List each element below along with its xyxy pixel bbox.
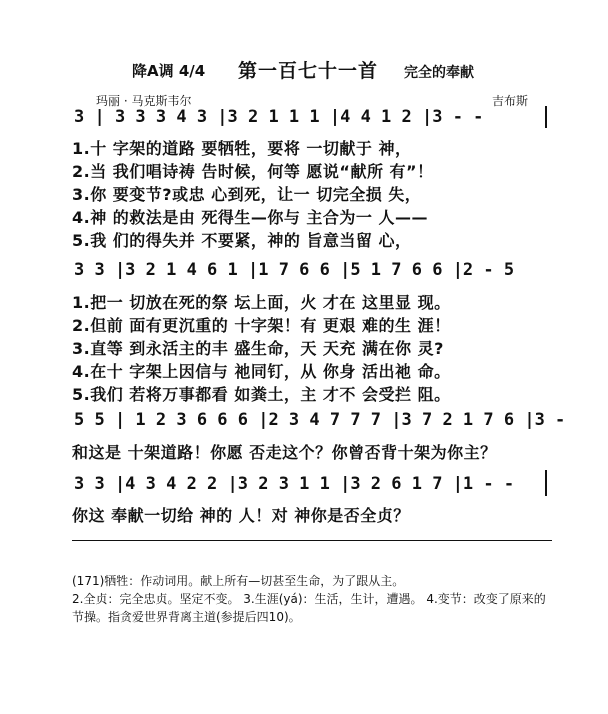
staff-1-lyric-2: 2.当 我们唱诗祷 告时候，何等 愿说“献所 有”！ xyxy=(72,162,434,181)
staff-4-notes: 3 3 |4 3 4 2 2 |3 2 3 1 1 |3 2 6 1 7 |1 - - xyxy=(74,474,515,494)
staff-1-lyric-5: 5.我 们的得失并 不要紧，神的 旨意当留 心， xyxy=(72,231,412,250)
composer: 吉布斯 xyxy=(492,94,529,108)
staff-1-notes: 3 | 3 3 3 4 3 |3 2 1 1 1 |4 4 1 2 |3 - - xyxy=(74,107,484,127)
staff-3-notes: 5 5 | 1 2 3 6 6 6 |2 3 4 7 7 7 |3 7 2 1 7 6 |3 - xyxy=(74,410,566,430)
staff-2-lyric-3: 3.直等 到永活主的丰 盛生命，天 天充 满在你 灵? xyxy=(72,339,444,358)
footnotes xyxy=(72,572,552,626)
header-key-time: 降A调 4/4 xyxy=(132,62,206,80)
barline xyxy=(545,470,547,496)
staff-1-lyric-4: 4.神 的救法是由 死得生—你与 主合为一 人—— xyxy=(72,208,428,227)
staff-2-lyric-1: 1.把一 切放在死的祭 坛上面，火 才在 这里显 现。 xyxy=(72,293,451,312)
staff-2-lyric-2: 2.但前 面有更沉重的 十字架！有 更艰 难的生 涯！ xyxy=(72,316,451,335)
hymn-theme: 完全的奉献 xyxy=(404,65,474,81)
lyricist: 玛丽 · 马克斯韦尔 xyxy=(96,94,192,108)
staff-2-lyric-5: 5.我们 若将万事都看 如粪土，主 才不 会受拦 阻。 xyxy=(72,385,451,404)
staff-4-lyric-1: 你这 奉献一切给 神的 人！对 神你是否全贞？ xyxy=(72,506,410,525)
staff-3-lyric-1: 和这是 十架道路！你愿 否走这个？你曾否背十架为你主？ xyxy=(72,443,497,462)
barline xyxy=(545,106,547,128)
staff-1-lyric-3: 3.你 要变节?或忠 心到死，让一 切完全损 失， xyxy=(72,185,422,204)
footnote-1: (171)牺牲：作动词用。献上所有—切甚至生命，为了跟从主。 xyxy=(72,574,405,588)
footnote-2: 2.全贞：完全忠贞。坚定不变。 3.生涯(yá)：生活，生计，遭遇。 4.变节：改变了原来的节操。指贪爱世界背离主道(参提后四10)。 xyxy=(72,592,546,624)
divider xyxy=(72,540,552,541)
staff-1-lyric-1: 1.十 字架的道路 要牺牲，要将 一切献于 神， xyxy=(72,139,412,158)
hymn-title: 第一百七十一首 xyxy=(238,60,379,82)
staff-2-lyric-4: 4.在十 字架上因信与 祂同钉，从 你身 活出祂 命。 xyxy=(72,362,451,381)
staff-2-notes: 3 3 |3 2 1 4 6 1 |1 7 6 6 |5 1 7 6 6 |2 - 5 xyxy=(74,260,515,280)
